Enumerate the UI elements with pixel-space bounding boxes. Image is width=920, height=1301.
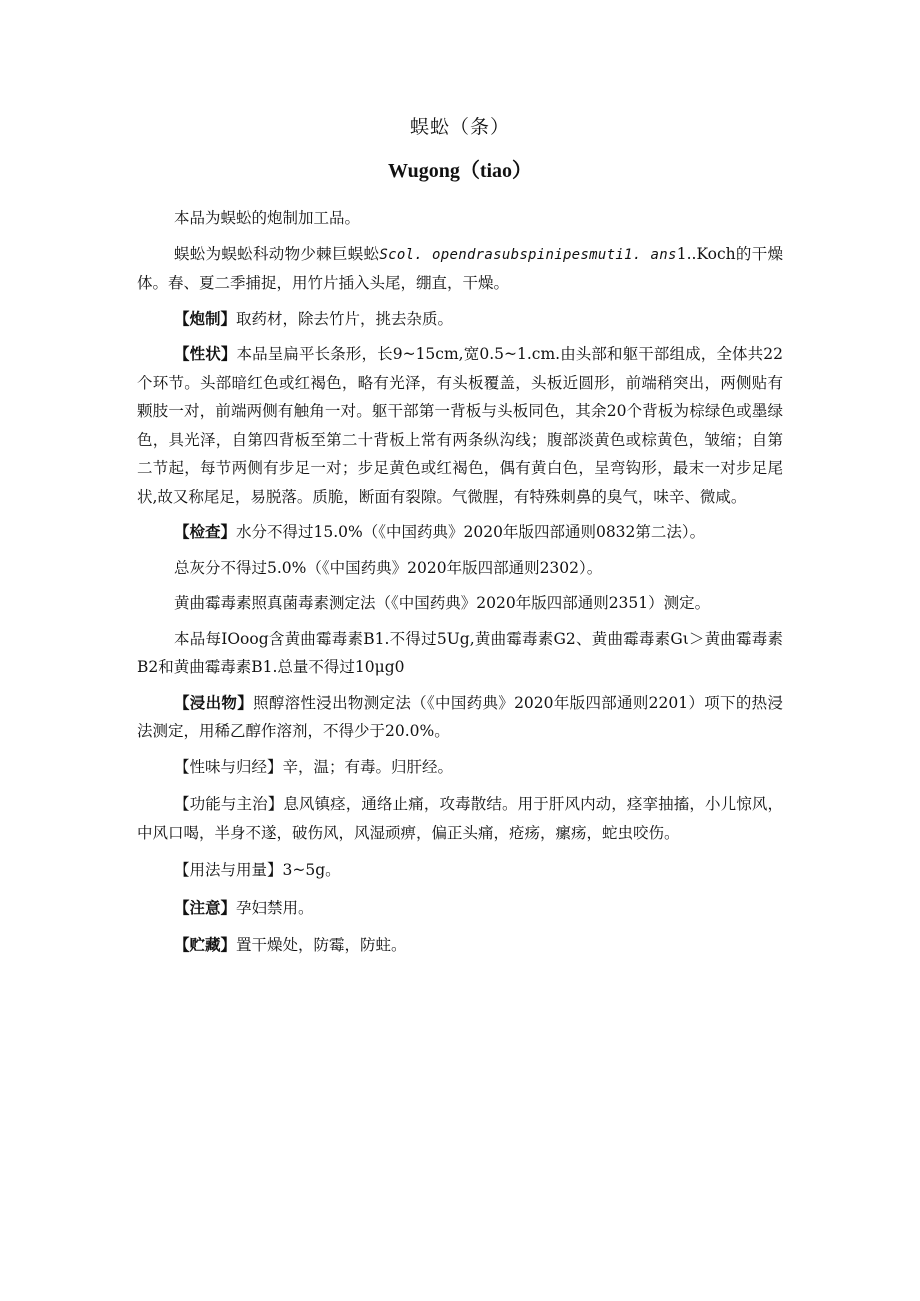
function-text: 息风镇痉，通络止痛，攻毒散结。用于肝风内动，痉挛抽搐，小儿惊风，中风口喝，半身不遂，破伤风，风湿顽痹，偏正头痛，疮疡，瘰疡，蛇虫咬伤。 [137,795,783,842]
extract-text: 照醇溶性浸出物测定法（《中国药典》2020年版四部通则2201）项下的热浸法测定，用稀乙醇作溶剂，不得少于20.0%。 [137,693,783,740]
origin-text-pre: 蜈蚣为蜈蚣科动物少棘巨蜈蚣 [174,244,380,263]
processing-paragraph [137,305,783,334]
function-paragraph [137,790,783,847]
origin-latin-name: Scol. opendrasubspinipesmuti1. ans [379,246,677,263]
storage-text: 置干燥处，防霉，防蛀。 [236,936,407,954]
inspection-paragraph [137,518,783,547]
extract-label: 【浸出物】 [174,692,254,712]
inspection-label: 【检查】 [174,522,237,541]
document-body [137,204,783,969]
document-subtitle: Wugong（tiao） [387,160,533,182]
function-label: 【功能与主治】 [174,795,284,813]
usage-paragraph [137,856,783,885]
nature-label: 【性味与归经】 [174,757,283,776]
nature-text: 辛，温；有毒。归肝经。 [282,757,454,776]
extract-paragraph [137,689,783,746]
caution-label: 【注意】 [174,897,237,917]
usage-label: 【用法与用量】 [174,861,283,879]
processing-label: 【炮制】 [174,308,237,328]
nature-paragraph [137,753,783,782]
document-title: 蜈蚣（条） [409,116,510,138]
storage-paragraph [137,931,783,960]
origin-text-post: 1..Koch的干燥体。春、夏二季捕捉，用竹片插入头尾，绷直，干燥。 [137,244,783,292]
description-label: 【性状】 [174,344,237,363]
origin-paragraph [137,240,783,298]
description-text: 本品呈扁平长条形，长9~15cm,宽0.5~1.cm.由头部和躯干部组成，全体共22个环节。头部暗红色或红褐色，略有光泽，有头板覆盖，头板近圆形，前端稍突出，两侧贴有颗肢一对，前端两侧有触角一对。躯干部第一背板与头板同色，其余20个背板为棕绿色或墨绿色，具光泽，自第四背板至第二十背板上常有两条纵沟线；腹部淡黄色或棕黄色，皱缩；自第二节起，每节两侧有步足一对；步足黄色或红褐色，偶有黄白色，呈弯钩形，最末一对步足尾状,故又称尾足，易脱落。质脆，断面有裂隙。气微腥，有特殊刺鼻的臭气，味辛、微咸。 [137,345,783,506]
processing-text: 取药材，除去竹片，挑去杂质。 [236,309,454,328]
description-paragraph [137,340,783,511]
inspection-text: 水分不得过15.0%（《中国药典》2020年版四部通则0832第二法）。 [236,523,706,541]
usage-text: 3~5g。 [282,861,341,879]
storage-label: 【贮藏】 [174,935,237,954]
caution-paragraph [137,894,783,923]
intro-paragraph: 本品为蜈蚣的炮制加工品。 [174,209,361,227]
caution-text: 孕妇禁用。 [236,898,314,917]
ash-paragraph: 总灰分不得过5.0%（《中国药典》2020年版四部通则2302）。 [174,558,603,577]
aflatoxin-limit-paragraph: 本品每IOoog含黄曲霉毒素B1.不得过5Ug,黄曲霉毒素G2、黄曲霉毒素Gι＞黄曲霉毒素B2和黄曲霉毒素B1.总量不得过10μg0 [137,629,783,676]
aflatoxin-method-paragraph: 黄曲霉毒素照真菌毒素测定法（《中国药典》2020年版四部通则2351）测定。 [174,594,711,612]
